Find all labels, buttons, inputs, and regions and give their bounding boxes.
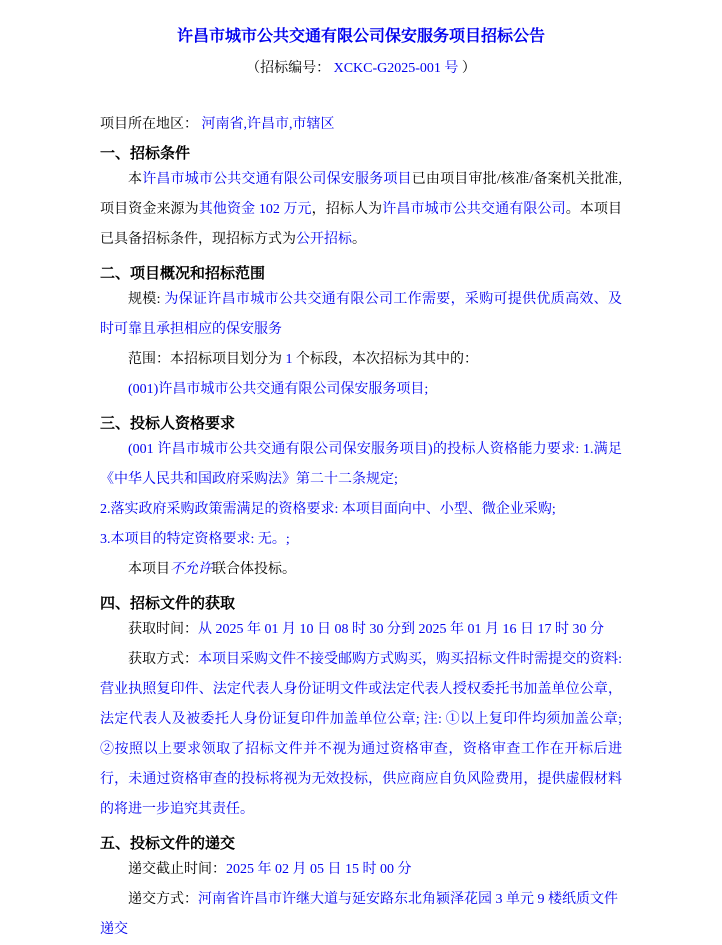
obtain-time-line [100,615,622,645]
text-run: 联合体投标。 [212,562,296,577]
tender-code-prefix: （招标编号： [246,61,331,76]
submission-method-label: 递交方式： [128,892,198,907]
bid-method: 公开招标 [296,232,352,247]
section-2-heading: 二、项目概况和招标范围 [100,266,266,282]
qualification-text: 3.本项目的特定资格要求: 无。; [100,532,290,547]
obtain-method-label: 获取方式： [128,652,199,667]
deadline-value: 2025 年 02 月 05 日 15 时 00 分 [226,862,412,877]
section-4-heading: 四、招标文件的获取 [100,596,236,612]
submission-method-line [100,885,622,945]
funding-source: 其他资金 102 万元 [198,202,312,217]
text-run: 。 [352,232,366,247]
text-run: 范围：本招标项目划分为 [128,352,286,367]
obtain-method-value: 本项目采购文件不接受邮购方式购买，购买招标文件时需提交的资料: 营业执照复印件、法定代表人身份证明文件或法定代表人授权委托书加盖单位公章，法定代表人及被委托人身份证复印件加盖单位公章; 注: ①以上复印件均须加盖公章; ②按照以上要求领取了招标文件并不视为通过资格审查，资格审查工作在开标后进行，未通过资格审查的投标将视为无效投标，供应商应自负风险费用，提供虚假材料的将进一步追究其责任。 [100,652,622,817]
qualification-requirement-2 [100,495,622,525]
location-line [100,115,622,135]
lot-001-name: (001)许昌市城市公共交通有限公司保安服务项目; [128,382,429,397]
text-run: 个标段，本次招标为其中的： [292,352,478,367]
location-label: 项目所在地区： [100,117,198,132]
not-allowed-emphasis: 不允许 [170,562,212,577]
lot-001-line [100,375,622,405]
tenderer-name: 许昌市城市公共交通有限公司 [382,202,566,217]
project-name: 许昌市城市公共交通有限公司保安服务项目 [142,172,412,187]
text-run: ，招标人为 [311,202,383,217]
section-1-heading: 一、招标条件 [100,146,191,162]
deadline-label: 递交截止时间： [128,862,226,877]
tender-code: XCKC-G2025-001 号 [333,61,459,76]
location-value: 河南省,许昌市,市辖区 [201,117,335,132]
qualification-text: 2.落实政府采购政策需满足的资格要求: 本项目面向中、小型、微企业采购; [100,502,556,517]
section-5-heading: 五、投标文件的递交 [100,836,236,852]
section-1-paragraph [100,165,622,255]
section-3-heading: 三、投标人资格要求 [100,416,236,432]
obtain-time-value: 从 2025 年 01 月 10 日 08 时 30 分到 2025 年 01 月 16 日 17 时 30 分 [198,622,604,637]
tender-code-line [100,59,622,79]
qualification-requirement-1 [100,435,622,495]
text-run: 已由项目审批/核准/备案机关批准,项目资金来源为 [100,172,622,217]
scale-label: 规模: [128,292,165,307]
scale-description: 为保证许昌市城市公共交通有限公司工作需要，采购可提供优质高效、及时可靠且承担相应的保安服务 [100,292,622,337]
tender-code-suffix: ） [461,61,476,76]
text-run: 本项目 [128,562,170,577]
submission-deadline-line [100,855,622,885]
obtain-method-paragraph [100,645,622,825]
document-title: 许昌市城市公共交通有限公司保安服务项目招标公告 [176,28,545,45]
scope-paragraph [100,345,622,375]
obtain-time-label: 获取时间： [128,622,198,637]
qualification-text: (001 许昌市城市公共交通有限公司保安服务项目)的投标人资格能力要求: 1.满足《中华人民共和国政府采购法》第二十二条规定; [100,442,622,487]
text-run: 。本项目已具备招标条件，现招标方式为 [100,202,623,247]
text-run: 本 [128,172,143,187]
submission-address: 河南省许昌市许继大道与延安路东北角颍泽花园 3 单元 9 楼纸质文件递交 [100,892,618,937]
lot-count: 1 [285,352,293,367]
scale-paragraph [100,285,622,345]
consortium-note [100,555,622,585]
qualification-requirement-3 [100,525,622,555]
